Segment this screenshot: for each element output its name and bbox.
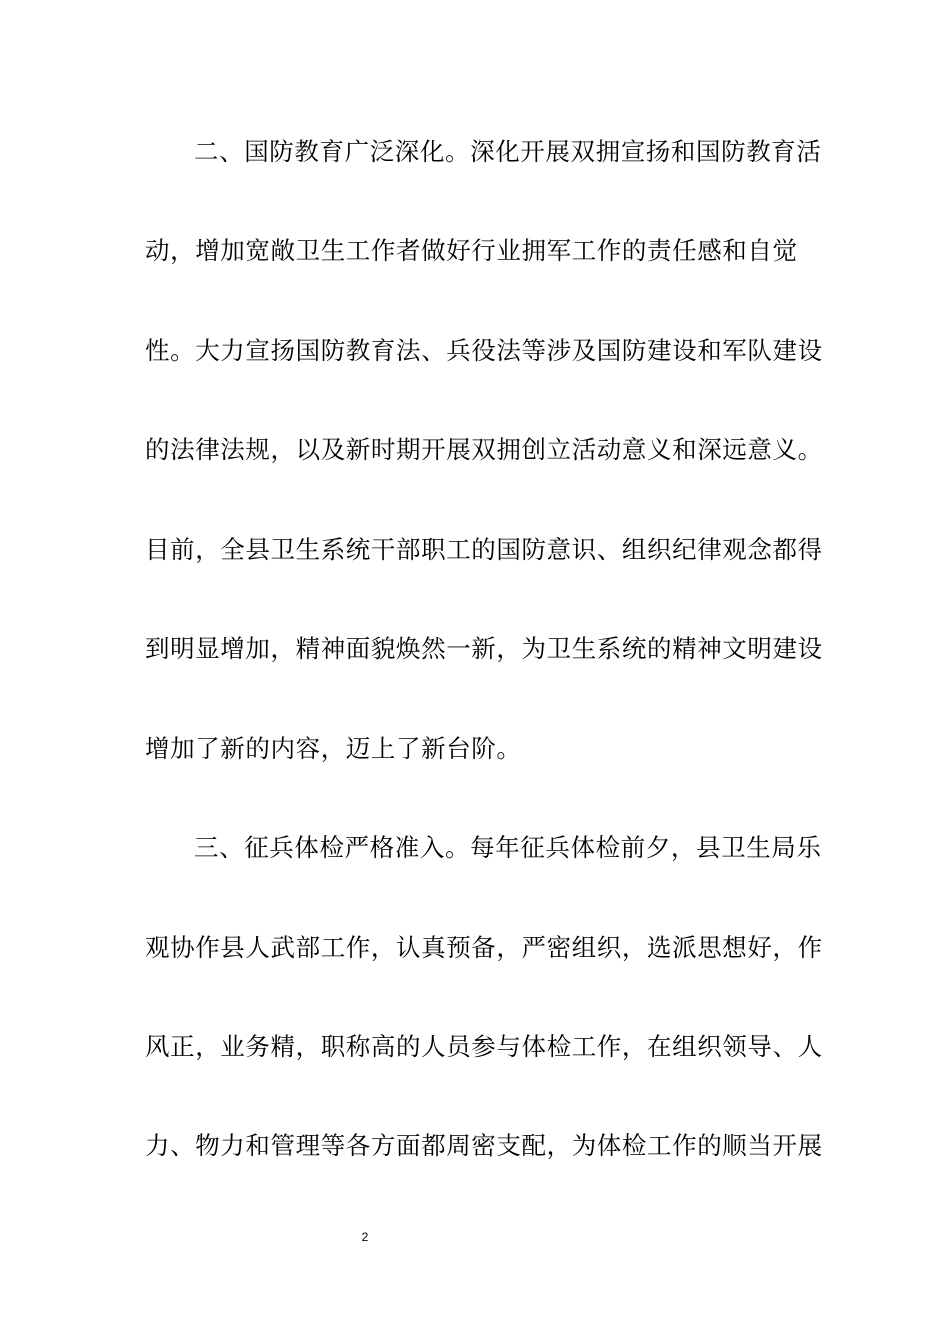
paragraph-2-line-6: 到明显增加，精神面貌焕然一新，为卫生系统的精神文明建设 (145, 634, 823, 663)
paragraph-3-line-3: 风正，业务精，职称高的人员参与体检工作，在组织领导、人 (145, 1032, 823, 1061)
paragraph-3-line-4: 力、物力和管理等各方面都周密支配，为体检工作的顺当开展 (145, 1131, 823, 1160)
paragraph-2-line-7: 增加了新的内容，迈上了新台阶。 (145, 734, 522, 763)
paragraph-2-line-5: 目前，全县卫生系统干部职工的国防意识、组织纪律观念都得 (145, 535, 823, 564)
paragraph-2-line-4: 的法律法规，以及新时期开展双拥创立活动意义和深远意义。 (145, 435, 823, 464)
paragraph-2-line-3: 性。大力宣扬国防教育法、兵役法等涉及国防建设和军队建设 (145, 336, 823, 365)
page-number: 2 (361, 1230, 369, 1244)
paragraph-3-line-2: 观协作县人武部工作，认真预备，严密组织，选派思想好，作 (145, 933, 823, 962)
paragraph-2-line-1: 二、国防教育广泛深化。深化开展双拥宣扬和国防教育活 (194, 137, 822, 166)
paragraph-3-line-1: 三、征兵体检严格准入。每年征兵体检前夕，县卫生局乐 (194, 833, 822, 862)
paragraph-2-line-2: 动，增加宽敞卫生工作者做好行业拥军工作的责任感和自觉 (145, 236, 798, 265)
